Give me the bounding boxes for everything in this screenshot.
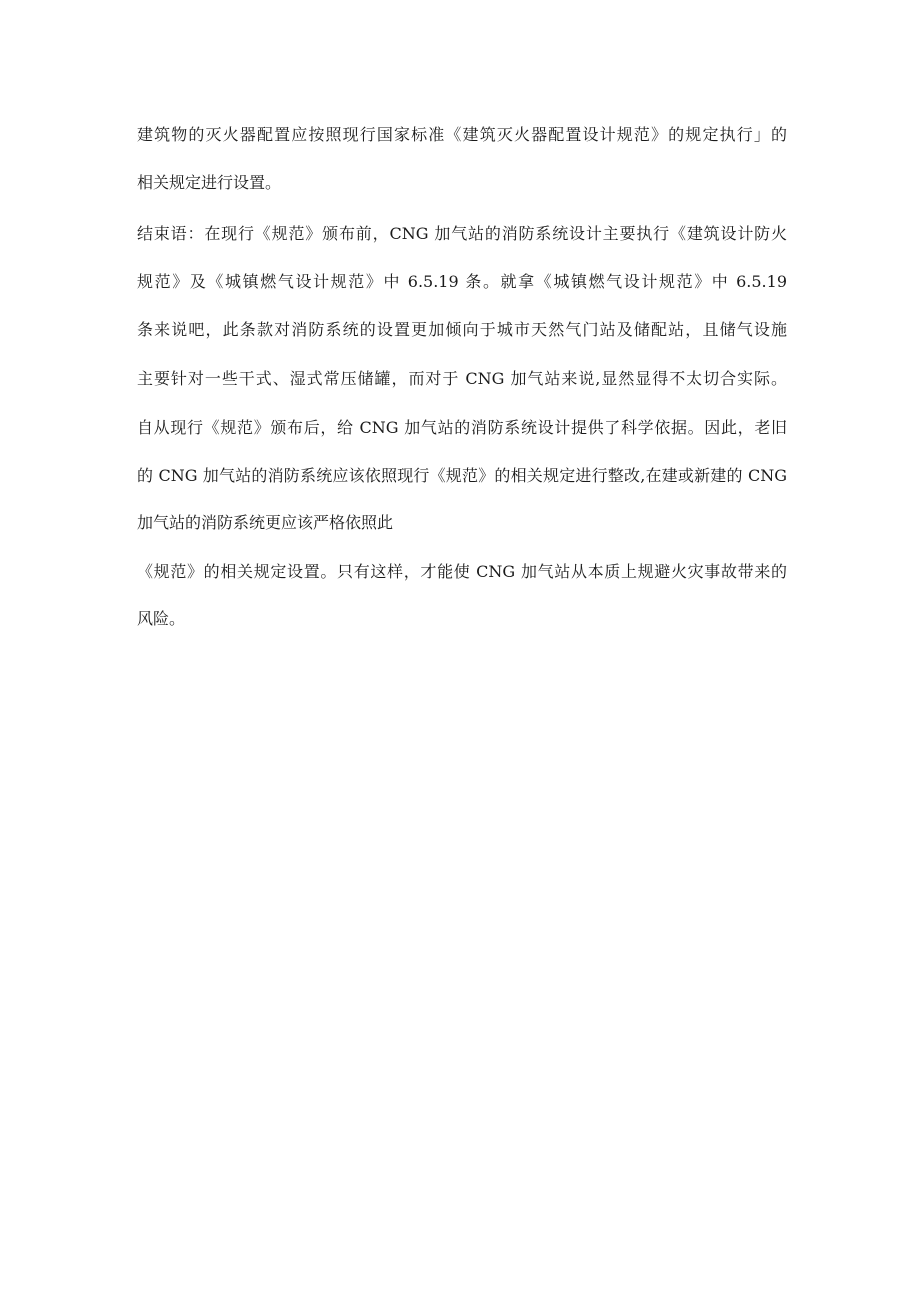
text-line: 自从现行《规范》颁布后，给 CNG 加气站的消防系统设计提供了科学依据。因此，老旧 <box>137 418 787 437</box>
text-line: 风险。 <box>137 609 186 628</box>
text-line: 的 CNG 加气站的消防系统应该依照现行《规范》的相关规定进行整改,在建或新建的 CNG <box>137 466 787 485</box>
text-line: 加气站的消防系统更应该严格依照此 <box>137 513 394 532</box>
text-line: 条来说吧，此条款对消防系统的设置更加倾向于城市天然气门站及储配站，且储气设施 <box>137 320 787 339</box>
text-line: 相关规定进行设置。 <box>137 173 282 192</box>
text-line: 规范》及《城镇燃气设计规范》中 6.5.19 条。就拿《城镇燃气设计规范》中 6.5.19 <box>137 272 787 291</box>
text-line: 建筑物的灭火器配置应按照现行国家标准《建筑灭火器配置设计规范》的规定执行」的 <box>137 125 787 144</box>
text-line: 《规范》的相关规定设置。只有这样，才能使 CNG 加气站从本质上规避火灾事故带来的 <box>137 562 787 581</box>
text-line: 结束语：在现行《规范》颁布前，CNG 加气站的消防系统设计主要执行《建筑设计防火 <box>137 224 787 243</box>
text-line: 主要针对一些干式、湿式常压储罐，而对于 CNG 加气站来说,显然显得不太切合实际。 <box>137 369 787 388</box>
